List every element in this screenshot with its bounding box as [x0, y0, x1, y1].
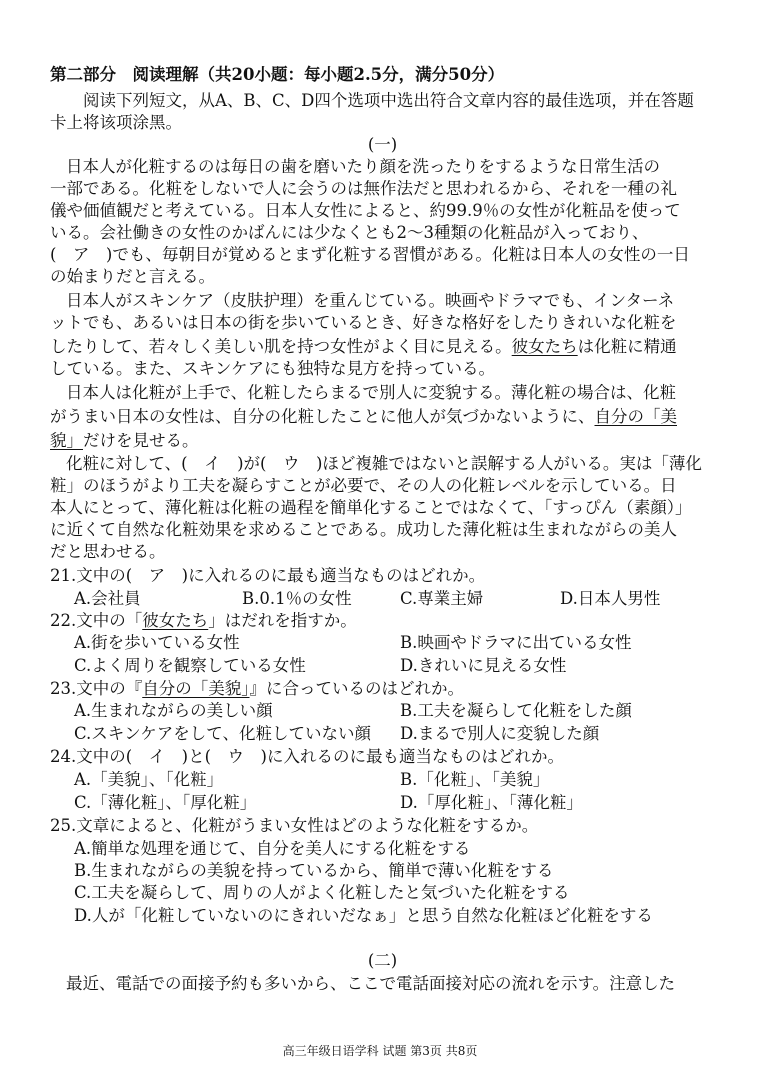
passage-1-p3-line-3: 貌」だけを見せる。: [50, 431, 199, 450]
passage-1-p2-line-2: ットでも、あるいは日本の街を歩いているとき、好きな格好をしたりきれいな化粧を: [50, 313, 677, 332]
underlined-kanojotachi: 彼女たち: [511, 337, 578, 356]
instructions-line-2: 卡上将该项涂黑。: [50, 113, 182, 132]
question-24-option-a[interactable]: A.「美貌」、「化粧」: [74, 770, 224, 789]
passage-1-p1-line-4: いる。会社働きの女性のかばんには少なくとも2～3種類の化粧品が入っており、: [50, 223, 649, 242]
passage-1-p4-line-4: に近くて自然な化粧効果を求めることである。成功した薄化粧は生まれながらの美人: [50, 520, 677, 539]
question-21-option-a[interactable]: A.会社員: [74, 589, 141, 608]
underlined-bibou-1: 自分の「美: [594, 407, 677, 426]
page-footer: 高三年级日语学科 试题 第3页 共8页: [282, 1044, 478, 1058]
question-22-option-c[interactable]: C.よく周りを観察している女性: [74, 656, 306, 675]
underlined-bibou-2: 貌」: [50, 431, 83, 450]
passage-1-p3-line-2: がうまい日本の女性は、自分の化粧したことに他人が気づかないように、自分の「美: [50, 407, 677, 426]
passage-1-p2-line-3: したりして、若々しく美しい肌を持つ女性がよく目に見える。彼女たちは化粧に精通: [50, 337, 677, 356]
question-25-option-b[interactable]: B.生まれながらの美貌を持っているから、簡単で薄い化粧をする: [74, 861, 554, 880]
passage-1-p1-line-3: 儀や価値観だと考えている。日本人女性によると、約99.9％の女性が化粧品を使って: [50, 201, 681, 220]
question-21-option-c[interactable]: C.専業主婦: [400, 589, 484, 608]
question-25-stem: 25.文章によると、化粧がうまい女性はどのような化粧をするか。: [50, 816, 539, 835]
passage-1-p4-line-2: 粧」のほうがより工夫を凝らすことが必要で、その人の化粧レベルを示している。日: [50, 476, 677, 495]
passage-1-p1-line-1: 日本人が化粧するのは毎日の歯を磨いたり顔を洗ったりをするような日常生活の: [66, 157, 660, 176]
question-23-underlined: 自分の「美貌」: [142, 679, 250, 698]
passage-1-p4-line-5: だと思わせる。: [50, 542, 166, 561]
question-24-option-c[interactable]: C.「薄化粧」、「厚化粧」: [74, 793, 257, 812]
question-22-option-b[interactable]: B.映画やドラマに出ている女性: [400, 633, 632, 652]
passage-1-p2-line-4: している。また、スキンケアにも独特な見方を持っている。: [50, 359, 496, 378]
question-22-option-a[interactable]: A.街を歩いている女性: [74, 633, 240, 652]
passage-1-p4-line-3: 本人にとって、薄化粧は化粧の過程を簡単化することではなくて、「すっぴん（素顔）」: [50, 498, 692, 517]
passage-1-p1-line-5: ( ア )でも、毎朝目が覚めるとまず化粧する習慣がある。化粧は日本人の女性の一日: [50, 245, 690, 264]
question-23-option-b[interactable]: B.工夫を凝らして化粧をした顔: [400, 701, 632, 720]
question-21-stem: 21.文中の( ア )に入れるのに最も適当なものはどれか。: [50, 566, 486, 585]
question-23-option-a[interactable]: A.生まれながらの美しい顔: [74, 701, 273, 720]
question-23-option-d[interactable]: D.まるで別人に変貌した顔: [400, 724, 600, 743]
question-24-option-d[interactable]: D.「厚化粧」、「薄化粧」: [400, 793, 583, 812]
question-22-stem: 22.文中の「彼女たち」はだれを指すか。: [50, 611, 357, 630]
question-23-stem: 23.文中の『自分の「美貌」』に合っているのはどれか。: [50, 679, 464, 698]
question-25-option-a[interactable]: A.簡単な処理を通じて、自分を美人にする化粧をする: [74, 839, 471, 858]
section-heading: 第二部分 阅读理解（共20小题：每小题2.5分，满分50分）: [50, 65, 505, 84]
passage-1-p2-line-1: 日本人がスキンケア（皮肤护理）を重んじている。映画やドラマでも、インターネ: [66, 291, 675, 310]
passage-1-p4-line-1: 化粧に対して、( イ )が( ウ )ほど複雑ではないと誤解する人がいる。実は「薄化: [66, 454, 702, 473]
question-24-option-b[interactable]: B.「化粧」、「美貌」: [400, 770, 550, 789]
passage-2-line-1: 最近、電話での面接予約も多いから、ここで電話面接対応の流れを示す。注意した: [66, 974, 676, 993]
passage-1-p1-line-2: 一部である。化粧をしないで人に会うのは無作法だと思われるから、それを一種の礼: [50, 179, 677, 198]
question-21-option-d[interactable]: D.日本人男性: [560, 589, 661, 608]
passage-2-number: (二): [367, 951, 398, 970]
question-25-option-d[interactable]: D.人が「化粧していないのにきれいだなぁ」と思う自然な化粧ほど化粧をする: [74, 906, 653, 925]
question-23-option-c[interactable]: C.スキンケアをして、化粧していない顔: [74, 724, 371, 743]
instructions-line-1: 阅读下列短文，从A、B、C、D四个选项中选出符合文章内容的最佳选项，并在答题: [83, 91, 694, 110]
question-25-option-c[interactable]: C.工夫を凝らして、周りの人がよく化粧したと気づいた化粧をする: [74, 883, 570, 902]
question-22-underlined: 彼女たち: [142, 611, 209, 630]
question-24-stem: 24.文中の( イ )と( ウ )に入れるのに最も適当なものはどれか。: [50, 747, 564, 766]
passage-1-p1-line-6: の始まりだと言える。: [50, 267, 215, 286]
question-21-option-b[interactable]: B.0.1％の女性: [242, 589, 352, 608]
passage-1-p3-line-1: 日本人は化粧が上手で、化粧したらまるで別人に変貌する。薄化粧の場合は、化粧: [66, 383, 677, 402]
passage-1-number: (一): [367, 135, 398, 154]
question-22-option-d[interactable]: D.きれいに見える女性: [400, 656, 567, 675]
